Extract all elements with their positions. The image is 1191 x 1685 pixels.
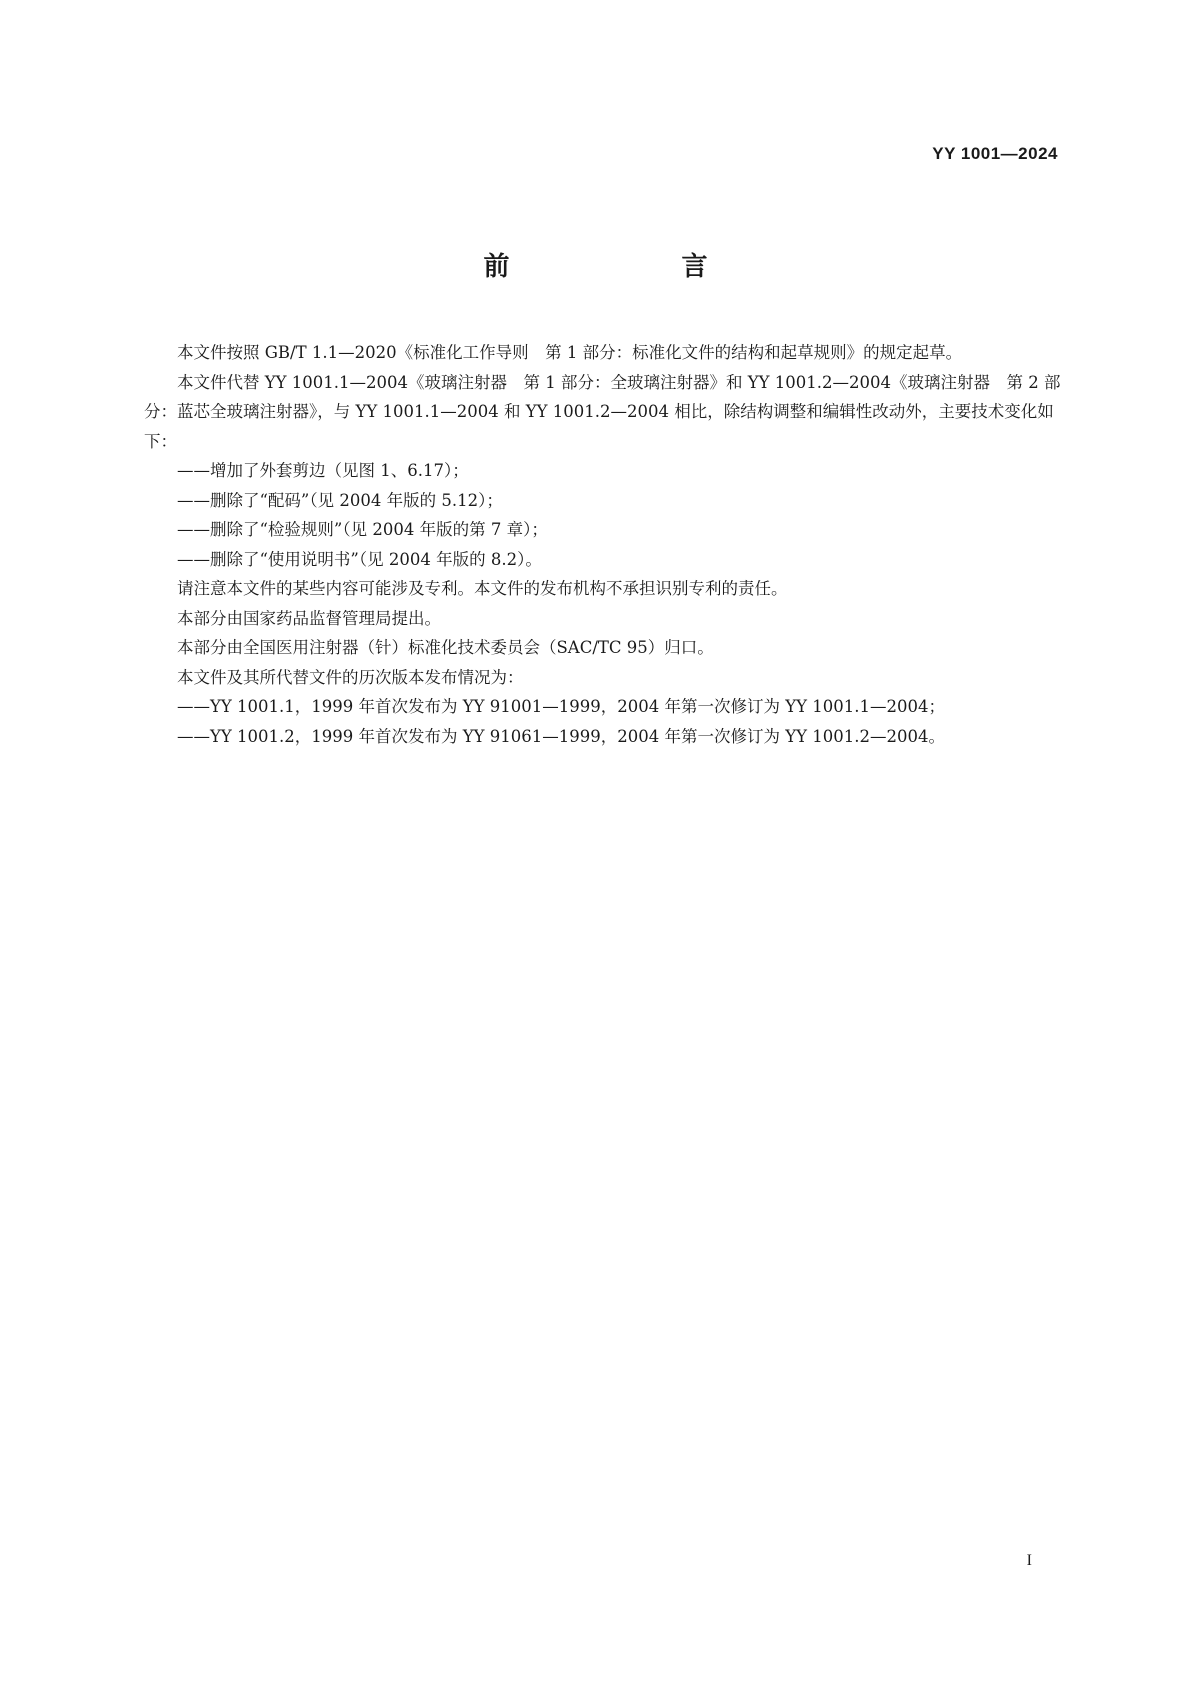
paragraph-history-intro: 本文件及其所代替文件的历次版本发布情况为：	[177, 667, 524, 687]
paragraph-proposer: 本部分由国家药品监督管理局提出。	[177, 608, 441, 628]
paragraph-patent-notice: 请注意本文件的某些内容可能涉及专利。本文件的发布机构不承担识别专利的责任。	[177, 579, 788, 598]
history-item: ——YY 1001.1，1999 年首次发布为 YY 91001—1999，2004 年第一次修订为 YY 1001.1—2004；	[177, 697, 945, 716]
change-item: ——删除了“检验规则”（见 2004 年版的第 7 章）；	[177, 520, 548, 539]
page-title: 前 言	[483, 252, 748, 282]
page-number: I	[1026, 1552, 1032, 1569]
paragraph-replacement: 本文件代替 YY 1001.1—2004《玻璃注射器 第 1 部分：全玻璃注射器》和 YY 1001.2—2004《玻璃注射器 第 2 部分：蓝芯全玻璃注射器》，与 YY 1001.1—2004 和 YY 1001.2—2004 相比，除结构调整和编辑性改动外，主要技术变化如下：	[144, 372, 1061, 451]
change-item: ——删除了“使用说明书”（见 2004 年版的 8.2）。	[177, 549, 542, 569]
history-item: ——YY 1001.2，1999 年首次发布为 YY 91061—1999，2004 年第一次修订为 YY 1001.2—2004。	[177, 726, 945, 746]
foreword-body	[144, 338, 1061, 751]
paragraph-drafting-basis: 本文件按照 GB/T 1.1—2020《标准化工作导则 第 1 部分：标准化文件的结构和起草规则》的规定起草。	[177, 343, 963, 362]
change-item: ——增加了外套剪边（见图 1、6.17）；	[177, 461, 469, 480]
change-item: ——删除了“配码”（见 2004 年版的 5.12）；	[177, 490, 503, 510]
paragraph-committee: 本部分由全国医用注射器（针）标准化技术委员会（SAC/TC 95）归口。	[177, 638, 714, 657]
standard-code: YY 1001—2024	[932, 144, 1058, 163]
